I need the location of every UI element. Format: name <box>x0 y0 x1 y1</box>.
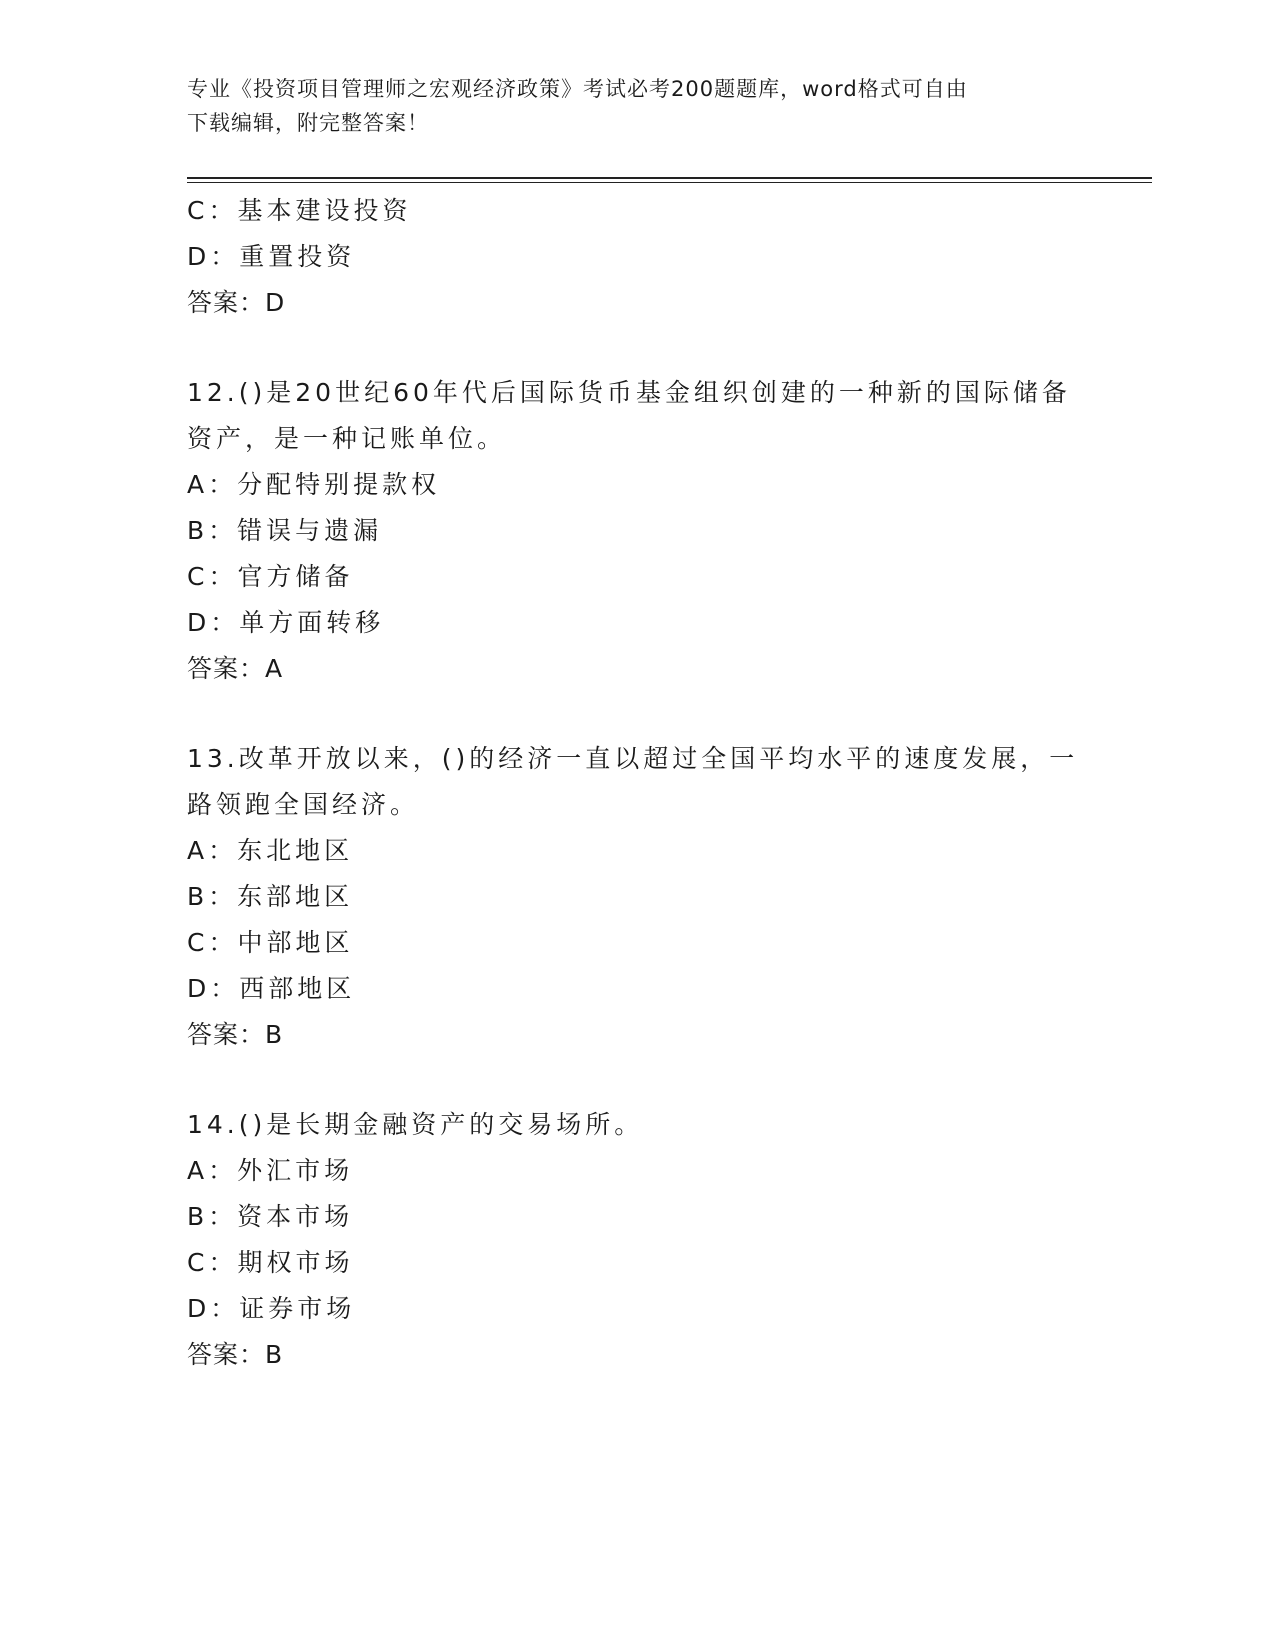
option-d: D：西部地区 <box>187 974 356 1003</box>
answer-line: 答案：D <box>187 288 286 317</box>
header-divider <box>187 177 1152 179</box>
option-a: A：外汇市场 <box>187 1156 354 1185</box>
question-13 <box>187 736 1087 1058</box>
answer-line: 答案：B <box>187 1340 284 1369</box>
option-c: C：中部地区 <box>187 928 354 957</box>
header-line-1: 专业《投资项目管理师之宏观经济政策》考试必考200题题库，word格式可自由 <box>187 77 968 101</box>
question-text-line-1: 12.()是20世纪60年代后国际货币基金组织创建的一种新的国际储备 <box>187 378 1071 407</box>
option-b: B：资本市场 <box>187 1202 354 1231</box>
option-b: B：错误与遗漏 <box>187 516 383 545</box>
option-d: D：证券市场 <box>187 1294 356 1323</box>
question-11-continuation <box>187 188 1087 326</box>
option-d: D：重置投资 <box>187 242 356 271</box>
document-body <box>187 188 1087 1378</box>
header-divider-thin <box>187 182 1152 183</box>
spacer <box>187 326 1087 370</box>
spacer <box>187 692 1087 736</box>
question-12 <box>187 370 1087 692</box>
option-a: A：东北地区 <box>187 836 354 865</box>
option-c: C：官方储备 <box>187 562 354 591</box>
question-14 <box>187 1102 1087 1378</box>
question-text-line-1: 14.()是长期金融资产的交易场所。 <box>187 1110 644 1139</box>
option-b: B：东部地区 <box>187 882 354 911</box>
document-header <box>187 72 1067 140</box>
answer-line: 答案：B <box>187 1020 284 1049</box>
option-a: A：分配特别提款权 <box>187 470 441 499</box>
answer-line: 答案：A <box>187 654 284 683</box>
question-text-line-2: 资产，是一种记账单位。 <box>187 424 507 453</box>
option-c: C：期权市场 <box>187 1248 354 1277</box>
option-c: C：基本建设投资 <box>187 196 412 225</box>
question-text-line-1: 13.改革开放以来，()的经济一直以超过全国平均水平的速度发展，一 <box>187 744 1079 773</box>
header-line-2: 下载编辑，附完整答案！ <box>187 111 429 135</box>
option-d: D：单方面转移 <box>187 608 385 637</box>
spacer <box>187 1058 1087 1102</box>
question-text-line-2: 路领跑全国经济。 <box>187 790 420 819</box>
